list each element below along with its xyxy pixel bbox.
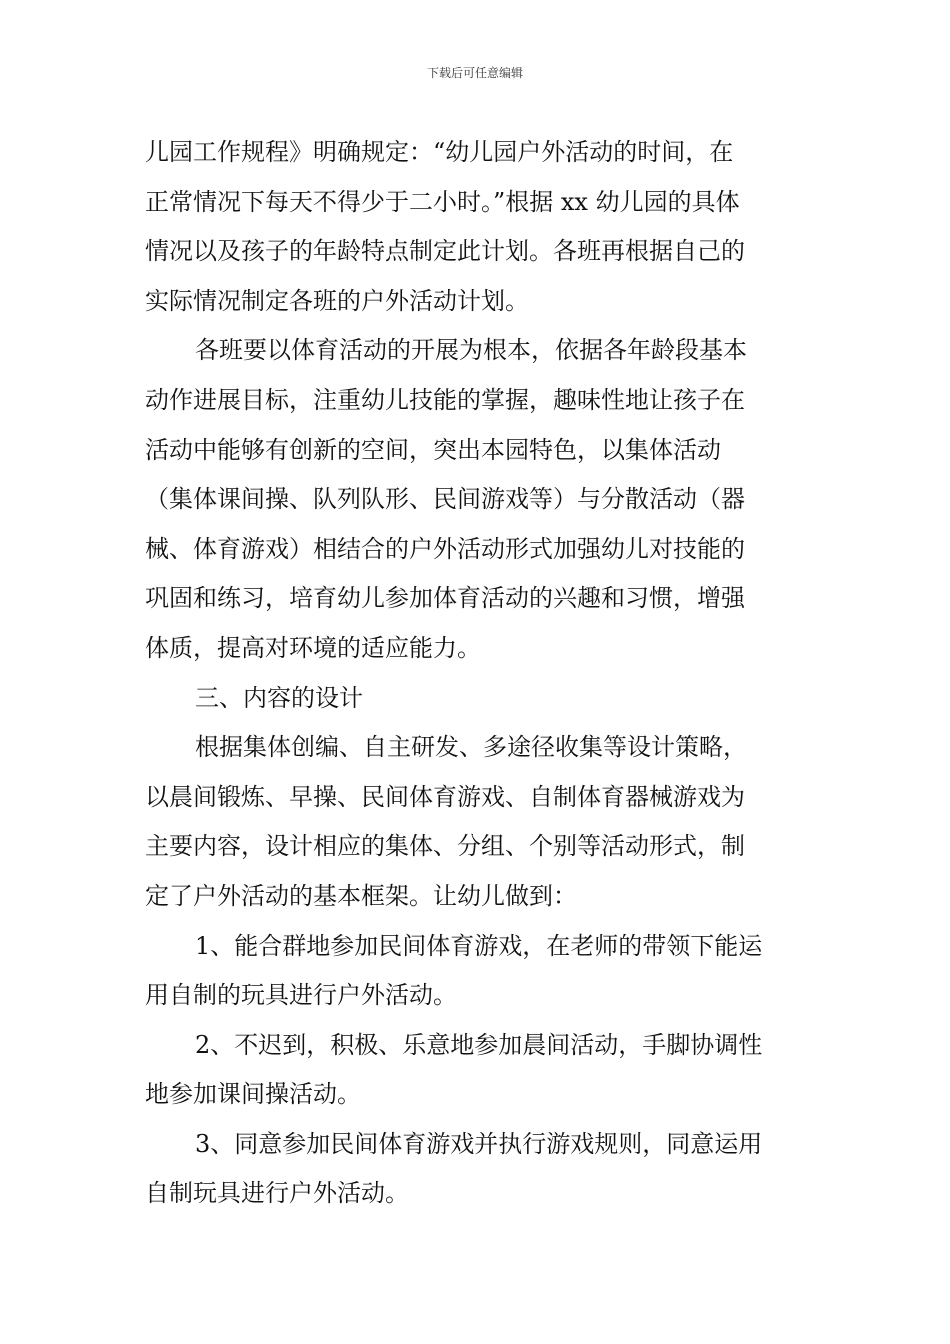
text-line: 体质，提高对环境的适应能力。	[145, 633, 481, 662]
text-line: （集体课间操、队列队形、民间游戏等）与分散活动（器	[145, 485, 745, 514]
paragraph-start-line: 各班要以体育活动的开展为根本，依据各年龄段基本	[195, 336, 747, 365]
text-line: 自制玩具进行户外活动。	[145, 1179, 409, 1208]
text-line: 以晨间锻炼、早操、民间体育游戏、自制体育器械游戏为	[145, 782, 745, 811]
paragraph-start-line: 根据集体创编、自主研发、多途径收集等设计策略，	[195, 733, 747, 762]
section-heading: 三、内容的设计	[195, 683, 363, 712]
text-line: 动作进展目标，注重幼儿技能的掌握，趣味性地让孩子在	[145, 385, 745, 414]
text-line: 情况以及孩子的年龄特点制定此计划。各班再根据自己的	[145, 237, 745, 266]
text-line: 械、体育游戏）相结合的户外活动形式加强幼儿对技能的	[145, 534, 745, 563]
text-line: 主要内容，设计相应的集体、分组、个别等活动形式，制	[145, 832, 745, 861]
list-item-2-line: 2、不迟到，积极、乐意地参加晨间活动，手脚协调性	[195, 1030, 763, 1059]
page-header-note: 下载后可任意编辑	[426, 66, 523, 80]
text-line: 儿园工作规程》明确规定：“幼儿园户外活动的时间，在	[145, 138, 734, 166]
document-body	[145, 128, 809, 1219]
text-line: 正常情况下每天不得少于二小时。”根据 xx 幼儿园的具体	[145, 187, 740, 216]
text-line: 用自制的玩具进行户外活动。	[145, 981, 457, 1010]
list-item-3-line: 3、同意参加民间体育游戏并执行游戏规则，同意运用	[195, 1129, 763, 1158]
text-line: 实际情况制定各班的户外活动计划。	[145, 286, 529, 315]
list-item-1-line: 1、能合群地参加民间体育游戏，在老师的带领下能运	[195, 931, 763, 960]
text-line: 定了户外活动的基本框架。让幼儿做到：	[145, 881, 577, 910]
text-line: 地参加课间操活动。	[145, 1080, 361, 1109]
text-line: 活动中能够有创新的空间，突出本园特色，以集体活动	[145, 435, 721, 464]
text-line: 巩固和练习，培育幼儿参加体育活动的兴趣和习惯，增强	[145, 584, 745, 613]
